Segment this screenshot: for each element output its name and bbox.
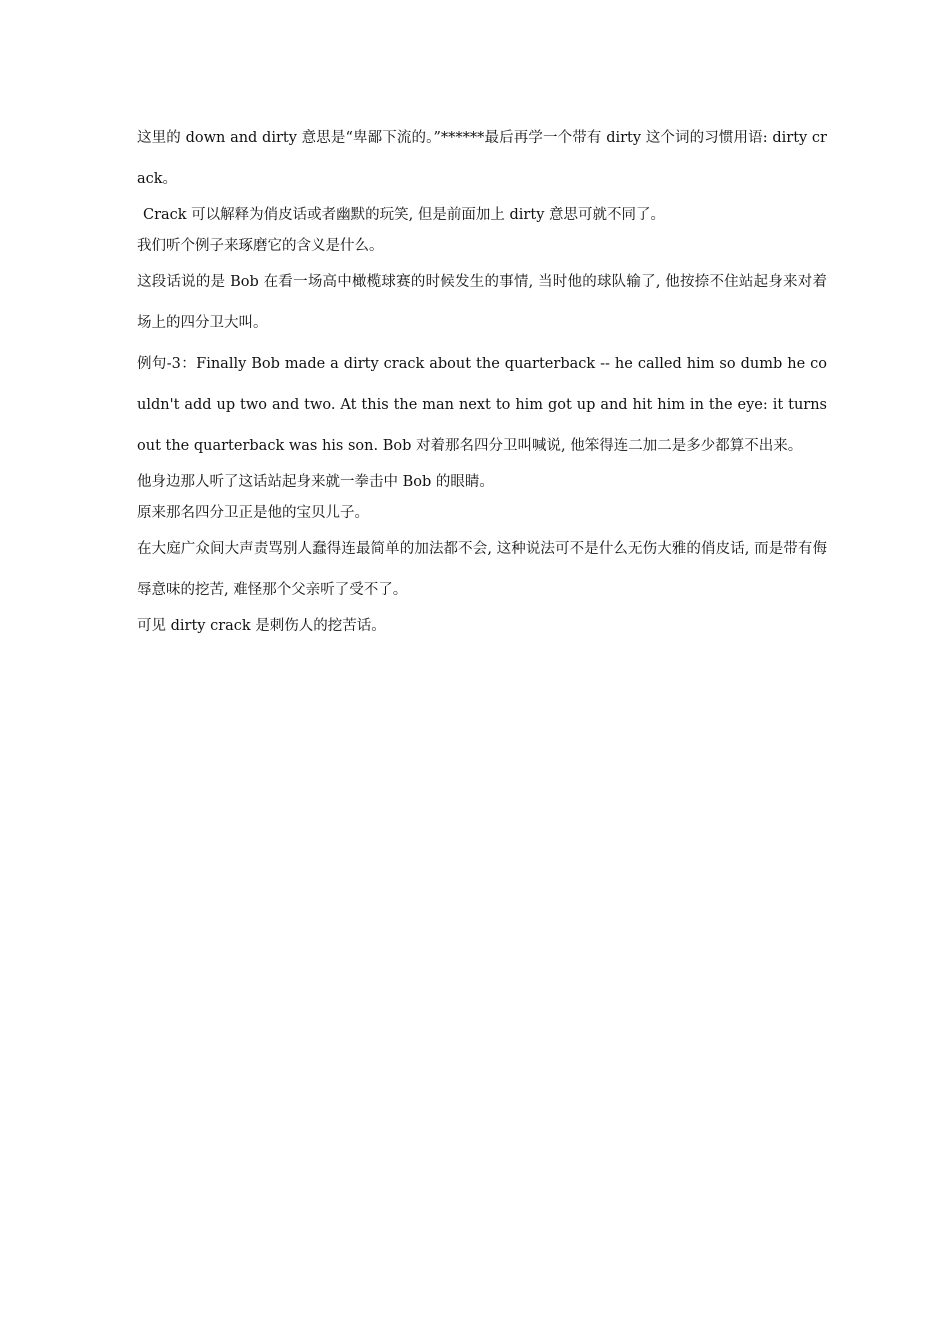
paragraph-6: 他身边那人听了这话站起身来就一拳击中 Bob 的眼睛。 [137, 474, 494, 490]
paragraph-8: 在大庭广众间大声责骂别人蠢得连最简单的加法都不会, 这种说法可不是什么无伤大雅的俏皮话, 而是带有侮辱意味的挖苦, 难怪那个父亲听了受不了。 [137, 541, 827, 598]
paragraph-2: Crack 可以解释为俏皮话或者幽默的玩笑, 但是前面加上 dirty 意思可就不同了。 [143, 207, 665, 223]
paragraph-5: 例句-3：Finally Bob made a dirty crack about the quarterback -- he called him so dumb he couldn't add up two and two. At this the man next to him got up and hit him in the eye: it turns out the quarterback was his son. Bob 对着那名四分卫叫喊说, 他笨得连二加二是多少都算不出来。 [137, 356, 827, 454]
paragraph-4: 这段话说的是 Bob 在看一场高中橄榄球赛的时候发生的事情, 当时他的球队输了, 他按捺不住站起身来对着场上的四分卫大叫。 [137, 274, 827, 331]
paragraph-7: 原来那名四分卫正是他的宝贝儿子。 [137, 505, 369, 521]
document-body [137, 118, 827, 642]
paragraph-3: 我们听个例子来琢磨它的含义是什么。 [137, 238, 384, 254]
paragraph-1: 这里的 down and dirty 意思是“卑鄙下流的。”******最后再学一个带有 dirty 这个词的习惯用语: dirty crack。 [137, 130, 827, 187]
paragraph-9: 可见 dirty crack 是刺伤人的挖苦话。 [137, 618, 386, 634]
